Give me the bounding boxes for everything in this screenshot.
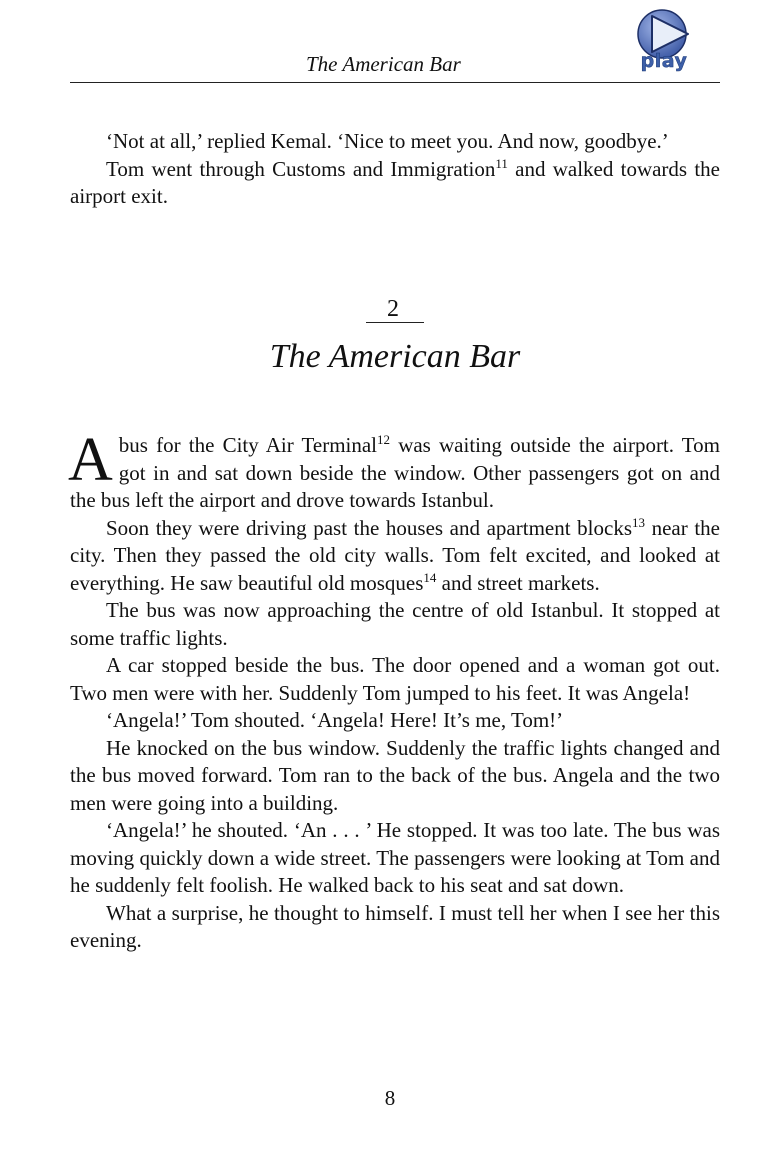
text-span: Soon they were driving past the houses and apartment blocks: [106, 515, 632, 540]
footnote-ref: 11: [495, 155, 508, 171]
chapter-title: The American Bar: [269, 338, 521, 375]
paragraph: [68, 426, 720, 515]
page-number: 8: [384, 1086, 396, 1110]
text-span: was waiting outside the airport. Tom got in and sat down beside the window. Other passengers got on and the bus left the airport and drove towards Istanbul.: [70, 433, 720, 512]
paragraph: [70, 515, 720, 598]
text-span: bus for the City Air Terminal: [118, 433, 378, 457]
paragraph: What a surprise, he thought to himself. I must tell her when I see her this evening.: [70, 900, 720, 952]
footnote-ref: 12: [377, 432, 391, 447]
text-span: and street markets.: [436, 570, 600, 595]
paragraph: The bus was now approaching the centre of old Istanbul. It stopped at some traffic lights.: [70, 598, 720, 650]
paragraph: A car stopped beside the bus. The door opened and a woman got out. Two men were with her. Suddenly Tom jumped to his feet. It was Angela!: [70, 653, 720, 705]
header-divider: [70, 82, 720, 83]
text-span: near the city. Then they passed the old city walls. Tom felt excited, and looked at everything. He saw beautiful old mosques: [70, 515, 720, 595]
chapter-divider: [366, 322, 424, 323]
footnote-ref: 14: [423, 569, 437, 585]
drop-cap: A: [68, 426, 113, 494]
intro-text: [70, 128, 720, 211]
text-span: Tom went through Customs and Immigration: [106, 156, 496, 181]
paragraph: ‘Angela!’ he shouted. ‘An . . . ’ He stopped. It was too late. The bus was moving quickly down a wide street. The passengers were looking at Tom and he suddenly felt foolish. He walked back to his seat and sat down.: [70, 818, 720, 897]
chapter-number: 2: [387, 296, 399, 322]
paragraph: ‘Angela!’ Tom shouted. ‘Angela! Here! It’s me, Tom!’: [106, 708, 564, 732]
footnote-ref: 13: [632, 514, 645, 530]
paragraph: He knocked on the bus window. Suddenly the traffic lights changed and the bus moved forward. Tom ran to the back of the bus. Angela and the two men were going into a building.: [70, 735, 720, 815]
chapter-body: [68, 426, 720, 955]
running-title: The American Bar: [306, 52, 461, 76]
page-header: [70, 44, 720, 84]
intro-paragraph: ‘Not at all,’ replied Kemal. ‘Nice to meet you. And now, goodbye.’: [106, 129, 669, 153]
text-span: and walked towards the airport exit.: [70, 156, 720, 208]
play-logo-text[interactable]: play: [640, 50, 688, 72]
intro-paragraph: [70, 156, 720, 211]
